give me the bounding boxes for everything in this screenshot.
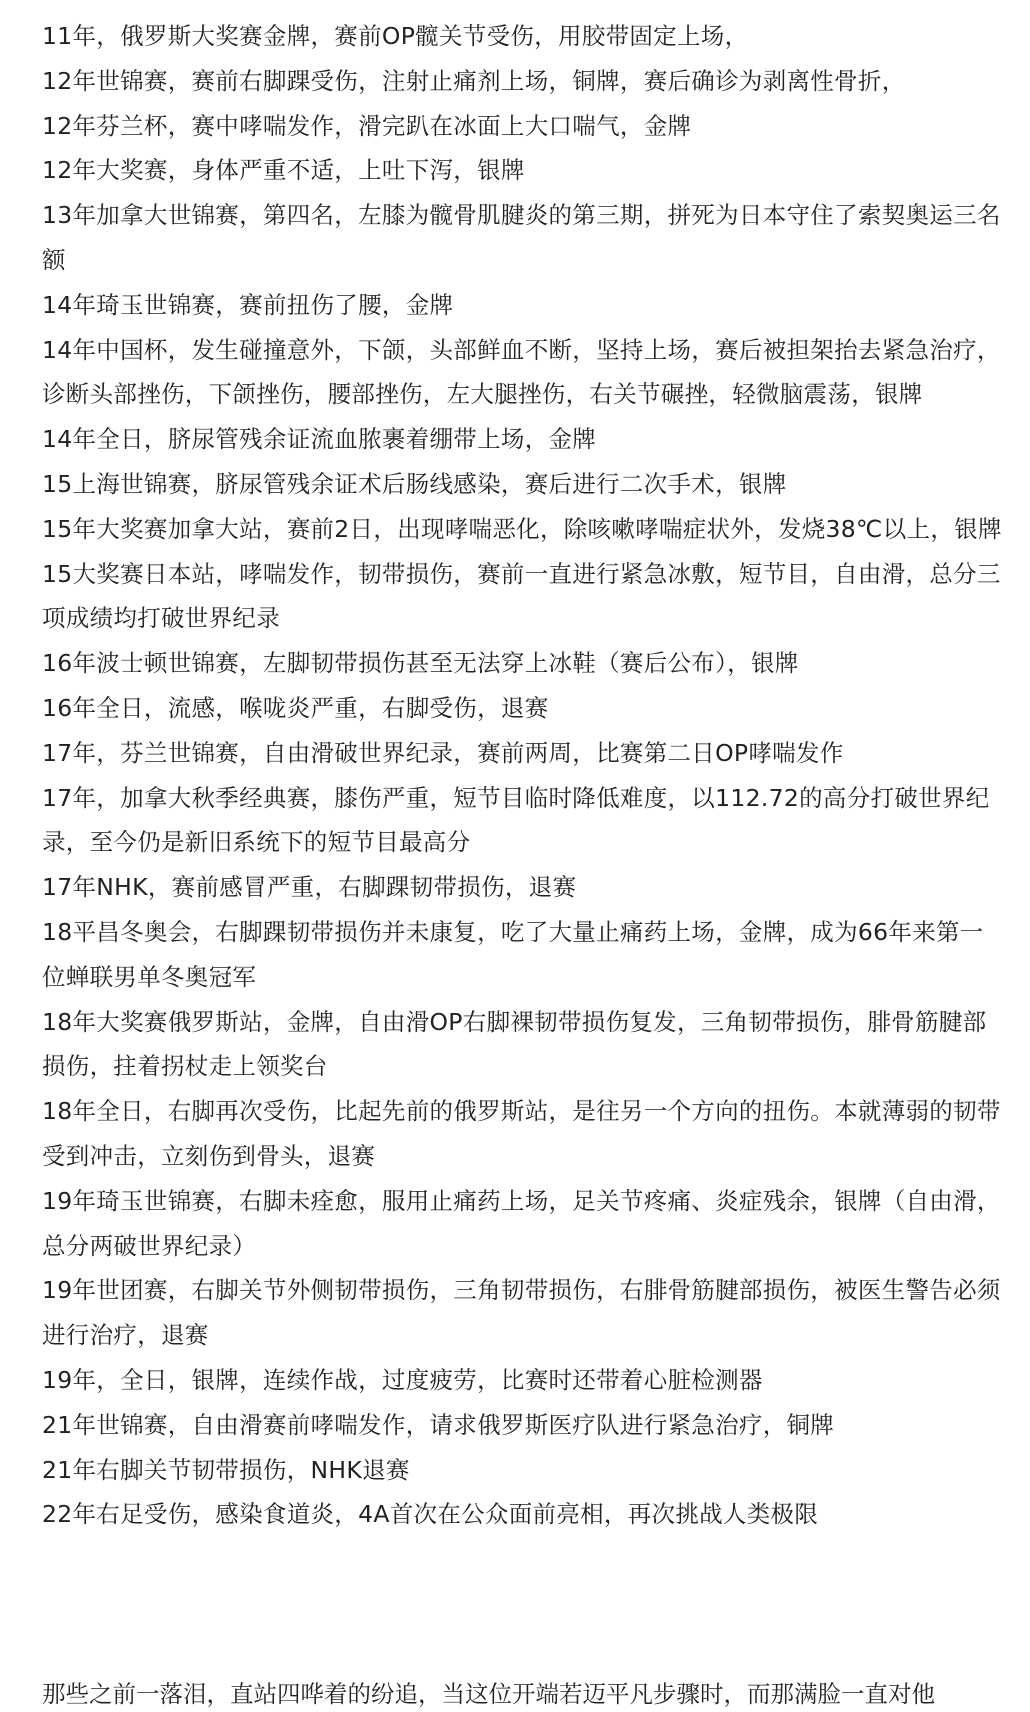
- list-item: 21年右脚关节韧带损伤，NHK退赛: [42, 1455, 410, 1484]
- list-item: 15年大奖赛加拿大站，赛前2日，出现哮喘恶化，除咳嗽哮喘症状外，发烧38℃以上，银牌: [42, 514, 1002, 543]
- list-item: 17年，芬兰世锦赛，自由滑破世界纪录，赛前两周，比赛第二日OP哮喘发作: [42, 738, 844, 767]
- list-item: 18年全日，右脚再次受伤，比起先前的俄罗斯站，是往另一个方向的扭伤。本就薄弱的韧带受到冲击，立刻伤到骨头，退赛: [42, 1097, 1001, 1170]
- list-item: 16年全日，流感，喉咙炎严重，右脚受伤，退赛: [42, 693, 549, 722]
- list-item: 15上海世锦赛，脐尿管残余证术后肠线感染，赛后进行二次手术，银牌: [42, 469, 787, 498]
- list-item: 19年，全日，银牌，连续作战，过度疲劳，比赛时还带着心脏检测器: [42, 1365, 763, 1394]
- list-item: 17年，加拿大秋季经典赛，膝伤严重，短节目临时降低难度，以112.72的高分打破世界纪录，至今仍是新旧系统下的短节目最高分: [42, 783, 990, 857]
- list-item: 21年世锦赛，自由滑赛前哮喘发作，请求俄罗斯医疗队进行紧急治疗，铜牌: [42, 1410, 835, 1439]
- list-item: 16年波士顿世锦赛，左脚韧带损伤甚至无法穿上冰鞋（赛后公布），银牌: [42, 649, 799, 678]
- partially-visible-paragraph: 那些之前一落泪，直站四哗着的纷追，当这位开端若迈平凡步骤时，而那满脸一直对他: [42, 1680, 935, 1708]
- list-item: 12年大奖赛，身体严重不适，上吐下泻，银牌: [42, 156, 525, 185]
- list-item: 11年，俄罗斯大奖赛金牌，赛前OP髋关节受伤，用胶带固定上场，: [42, 22, 749, 50]
- list-item: 15大奖赛日本站，哮喘发作，韧带损伤，赛前一直进行紧急冰敷，短节目，自由滑，总分三项成绩均打破世界纪录: [42, 559, 1001, 633]
- list-item: 14年琦玉世锦赛，赛前扭伤了腰，金牌: [42, 290, 454, 319]
- list-item: 19年琦玉世锦赛，右脚未痊愈，服用止痛药上场，足关节疼痛、炎症残余，银牌（自由滑，总分两破世界纪录）: [42, 1186, 1001, 1260]
- list-item: 18平昌冬奥会，右脚踝韧带损伤并未康复，吃了大量止痛药上场，金牌，成为66年来第一位蝉联男单冬奥冠军: [42, 917, 984, 991]
- list-item: 22年右足受伤，感染食道炎，4A首次在公众面前亮相，再次挑战人类极限: [42, 1500, 819, 1529]
- list-item: 18年大奖赛俄罗斯站，金牌，自由滑OP右脚裸韧带损伤复发，三角韧带损伤，腓骨筋腱部损伤，拄着拐杖走上领奖台: [42, 1007, 987, 1081]
- list-item: 14年中国杯，发生碰撞意外，下颌，头部鲜血不断，坚持上场，赛后被担架抬去紧急治疗，诊断头部挫伤，下颌挫伤，腰部挫伤，左大腿挫伤，右关节碾挫，轻微脑震荡，银牌: [42, 335, 1001, 409]
- list-item: 12年芬兰杯，赛中哮喘发作，滑完趴在冰面上大口喘气，金牌: [42, 111, 692, 140]
- list-item: 17年NHK，赛前感冒严重，右脚踝韧带损伤，退赛: [42, 873, 577, 902]
- list-item: 13年加拿大世锦赛，第四名，左膝为髋骨肌腱炎的第三期，拼死为日本守住了索契奥运三名额: [42, 201, 1001, 274]
- injury-record-list: [42, 14, 1002, 1537]
- list-item: 14年全日，脐尿管残余证流血脓裹着绷带上场，金牌: [42, 425, 597, 454]
- list-item: 12年世锦赛，赛前右脚踝受伤，注射止痛剂上场，铜牌，赛后确诊为剥离性骨折，: [42, 66, 906, 95]
- list-item: 19年世团赛，右脚关节外侧韧带损伤，三角韧带损伤，右腓骨筋腱部损伤，被医生警告必须进行治疗，退赛: [42, 1276, 1001, 1350]
